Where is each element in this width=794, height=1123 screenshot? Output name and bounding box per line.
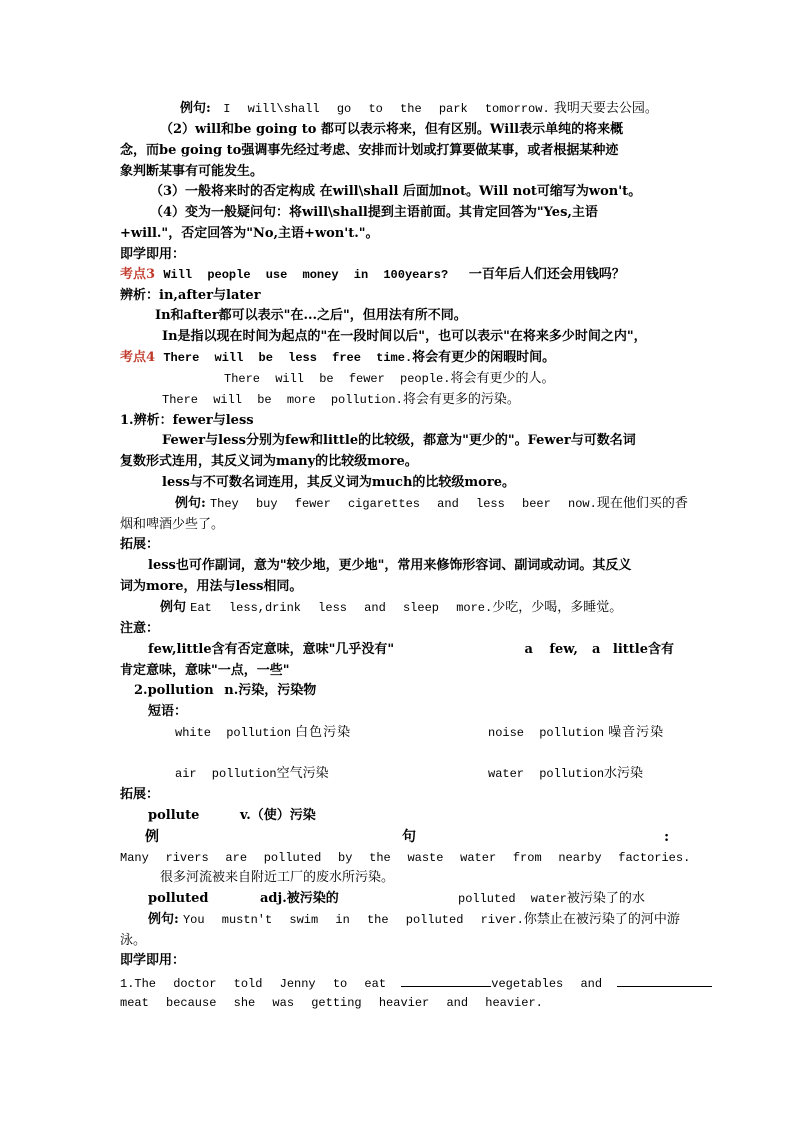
heading-pollution: 2.pollution n.污染，污染物 — [134, 683, 317, 698]
note-text: a few, — [524, 642, 578, 657]
example-sentence: There will be more pollution. — [162, 393, 403, 407]
phrase-en: white pollution — [175, 726, 292, 740]
key-point-label: 考点3 — [120, 267, 156, 282]
example-label-spread: 例 — [145, 829, 159, 845]
note-few-little — [148, 641, 674, 659]
phrase-en: water pollution — [488, 767, 605, 781]
phrase-zh: 噪音污染 — [608, 725, 665, 740]
note-text: a little含有 — [591, 642, 674, 657]
example-translation: 现在他们买的香 — [596, 496, 688, 511]
example-translation-cont: 泳。 — [120, 933, 147, 948]
example-label: 例句: — [175, 496, 206, 511]
paragraph-in-meaning: In是指以现在时间为起点的"在一段时间以后"，也可以表示"在将来多少时间之内"， — [162, 329, 647, 344]
phrase-zh: 空气污染 — [276, 766, 329, 781]
heading-fewer-less: 1.辨析：fewer与less — [120, 413, 254, 428]
phrase-en: noise pollution — [488, 726, 605, 740]
note-text: few,little含有否定意味，意味"几乎没有" — [148, 642, 395, 657]
heading-phrases: 短语： — [148, 704, 188, 719]
key-point-translation: 一百年后人们还会用钱吗？ — [468, 267, 625, 282]
phrase-air-pollution — [175, 765, 329, 783]
example-sentence: Eat less,drink less and sleep more. — [190, 601, 493, 615]
example-polluted-river — [148, 911, 680, 929]
phrase-polluted-water — [458, 890, 645, 908]
paragraph-question-form: （4）变为一般疑问句：将will\shall提到主语前面。其肯定回答为"Yes,主语 — [150, 205, 598, 220]
example-translation: 将会有更少的人。 — [450, 371, 555, 386]
section-heading-practice: 即学即用： — [120, 247, 186, 262]
example-translation: 我明天要去公园。 — [553, 101, 658, 116]
paragraph-less-adverb: less也可作副词，意为"较少地，更少地"，常用来修饰形容词、副词或动词。其反义 — [148, 558, 632, 573]
paragraph-line: +will."，否定回答为"No,主语+won't."。 — [120, 226, 379, 241]
paragraph-will-vs-going-to: （2）will和be going to 都可以表示将来，但有区别。Will表示单纯的将来概 — [160, 122, 624, 137]
section-heading-practice: 即学即用： — [120, 953, 186, 968]
word-en: pollute — [148, 808, 200, 823]
key-point-4 — [120, 349, 555, 367]
answer-blank-1[interactable] — [401, 973, 491, 987]
example-sentence: They buy fewer cigarettes and less beer now. — [209, 497, 597, 511]
phrase-water-pollution — [488, 765, 643, 783]
phrase-noise-pollution — [488, 724, 664, 742]
paragraph-line: 肯定意味，意味"一点，一些" — [120, 663, 290, 678]
heading-extension: 拓展： — [120, 537, 160, 552]
paragraph-line: 词为more，用法与less相同。 — [120, 579, 303, 594]
paragraph-fewer-less: Fewer与less分别为few和little的比较级，都意为"更少的"。Fewer与可数名词 — [162, 433, 636, 448]
phrase-zh: 被污染了的水 — [566, 891, 645, 906]
phrase-zh: 水污染 — [604, 766, 644, 781]
example-translation: 很多河流被来自附近工厂的废水所污染。 — [160, 870, 395, 885]
phrase-en: polluted water — [458, 892, 567, 906]
word-polluted: polluted — [148, 891, 209, 906]
key-point-label: 考点4 — [120, 350, 156, 365]
word-pollute-meaning: v.（使）污染 — [240, 808, 316, 823]
paragraph-line: 复数形式连用，其反义词为many的比较级more。 — [120, 454, 418, 469]
phrase-white-pollution — [175, 724, 351, 742]
example-translation: 将会有更多的污染。 — [402, 392, 520, 407]
example-sentence-rivers: Many rivers are polluted by the waste water from nearby factories. — [120, 851, 691, 865]
example-fewer-cigarettes — [175, 495, 688, 513]
example-label: 例句: — [180, 101, 211, 116]
example-sentence: I will\shall go to the park tomorrow. — [223, 102, 550, 116]
phrase-zh: 白色污染 — [295, 725, 352, 740]
example-label: 例句: — [148, 912, 179, 927]
example-label: 例句 — [160, 600, 187, 615]
paragraph-in-after: In和after都可以表示"在...之后"，但用法有所不同。 — [155, 308, 467, 323]
example-line-will-shall — [180, 100, 658, 118]
example-translation: 你禁止在被污染了的河中游 — [523, 912, 680, 927]
exercise-question-1 — [120, 973, 712, 993]
example-label-spread: 句 — [402, 829, 416, 845]
paragraph-line: 象判断某事有可能发生。 — [120, 164, 264, 179]
example-fewer-people — [224, 370, 554, 388]
heading-note: 注意： — [120, 621, 160, 636]
paragraph-negative-form: （3）一般将来时的否定构成 在will\shall 后面加not。Will not可缩写为won't。 — [150, 184, 642, 199]
example-sentence: You mustn't swim in the polluted river. — [182, 913, 524, 927]
paragraph-line: 念，而be going to强调事先经过考虑、安排而计划或打算要做某事，或者根据某种迹 — [120, 143, 619, 158]
word-pollute — [148, 807, 199, 825]
example-label-spread: : — [664, 829, 670, 845]
key-point-sentence: There will be less free time. — [163, 351, 413, 365]
heading-extension: 拓展： — [120, 787, 160, 802]
paragraph-less-uncountable: less与不可数名词连用，其反义词为much的比较级more。 — [162, 475, 515, 490]
word-polluted-meaning: adj.被污染的 — [260, 891, 339, 906]
key-point-sentence: Will people use money in 100years? — [163, 268, 449, 282]
exercise-question-1-cont: meat because she was getting heavier and heavier. — [120, 996, 543, 1010]
example-eat-less — [160, 599, 622, 617]
example-translation-cont: 烟和啤酒少些了。 — [120, 517, 225, 532]
exercise-text: vegetables and — [491, 977, 603, 991]
heading-in-after-later: 辨析：in,after与later — [120, 288, 261, 303]
example-translation: 少吃，少喝，多睡觉。 — [492, 600, 623, 615]
exercise-text: 1.The doctor told Jenny to eat — [120, 977, 387, 991]
answer-blank-2[interactable] — [617, 973, 712, 987]
example-sentence: There will be fewer people. — [224, 372, 451, 386]
example-more-pollution — [162, 391, 520, 409]
phrase-en: air pollution — [175, 767, 277, 781]
key-point-translation: 将会有更少的闲暇时间。 — [412, 350, 556, 365]
key-point-3 — [120, 266, 625, 284]
